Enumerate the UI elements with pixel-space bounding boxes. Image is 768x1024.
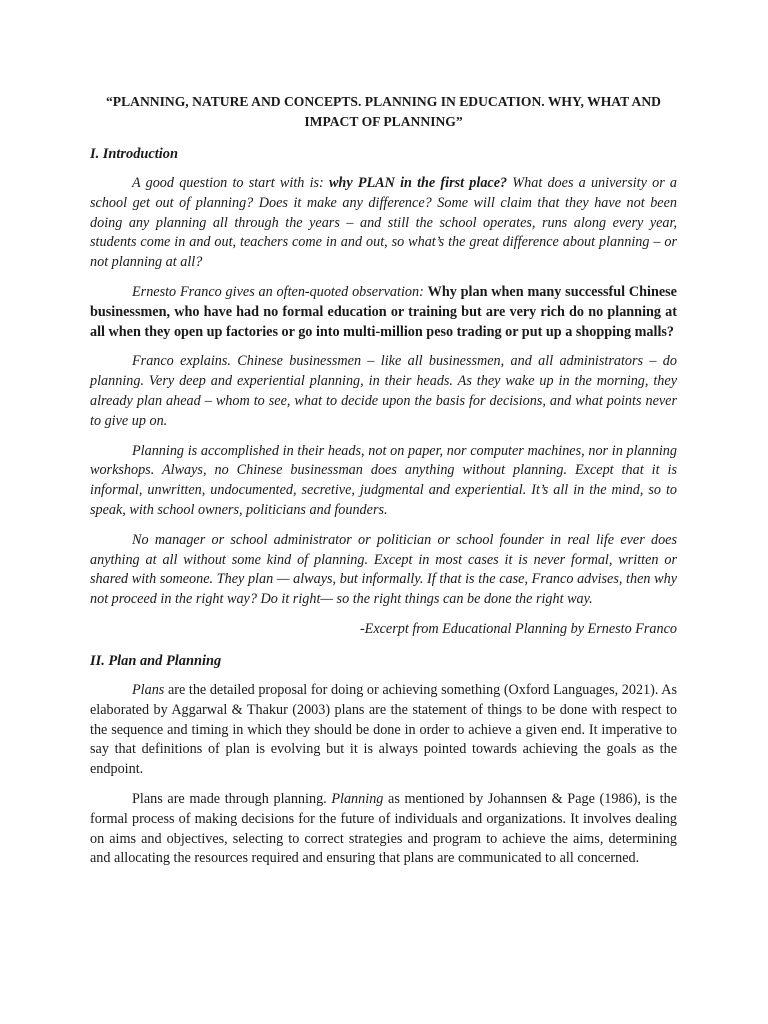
title-line-1: “PLANNING, NATURE AND CONCEPTS. PLANNING IN EDUCATION. WHY, WHAT AND [105, 94, 662, 109]
plan-p2-term: Planning [331, 790, 384, 807]
plan-p2-text-c: as mentioned by Johannsen & Page (1986), is the formal process of making decisions for the future of individuals and organizations. It involves dealing on aims and objectives, selecting to correct strategies and program to achieve the aims, determining and allocating the resources required and ensuring that plans are communicated to all concerned. [90, 790, 677, 867]
intro-paragraph-2 [90, 283, 677, 342]
plan-p2-text-a: Plans are made through planning. [132, 790, 332, 807]
intro-paragraph-4: Planning is accomplished in their heads, not on paper, nor computer machines, nor in planning workshops. Always, no Chinese businessman does anything without planning. Except that it is informal, unwritten, undocumented, secretive, judgmental and experiential. It’s all in the mind, so to speak, with school owners, politicians and founders. [90, 442, 677, 518]
intro-paragraph-5: No manager or school administrator or politician or school founder in real life ever does anything at all without some kind of planning. Except in most cases it is never formal, written or shared with someone. They plan — always, but informally. If that is the case, Franco advises, then why not proceed in the right way? Do it right— so the right things can be done the right way. [90, 531, 677, 608]
document-title [90, 92, 677, 132]
intro-p2-text-a: Ernesto Franco gives an often-quoted observation: [132, 283, 428, 300]
section-heading-introduction: I. Introduction [90, 146, 178, 162]
section-heading-plan-and-planning: II. Plan and Planning [90, 652, 222, 669]
title-line-2: IMPACT OF PLANNING” [304, 114, 463, 129]
plan-p1-term: Plans [132, 681, 165, 698]
intro-p1-text-c: What does a university or a school get out of planning? Does it make any difference? Some will claim that they have not been doing any planning all through the years – and still the school operates, runs along every year, students come in and out, teachers come in and out, so what’s the great difference about planning – or not planning at all? [90, 175, 678, 271]
document-body [90, 92, 677, 879]
plan-p1-text: are the detailed proposal for doing or achieving something (Oxford Languages, 2021). As elaborated by Aggarwal & Thakur (2003) plans are the statement of things to be done with respect to the sequence and timing in which they should be done in order to achieve a given end. It imperative to say that definitions of plan is evolving but it is always pointed towards achieving the goals as the endpoint. [90, 681, 677, 778]
intro-p1-text-a: A good question to start with is: [132, 175, 329, 191]
plan-paragraph-2 [90, 790, 677, 869]
intro-p2-quote: Why plan when many successful Chinese businessmen, who have had no formal education or training but are very rich do no planning at all when they open up factories or go into multi-million peso trading or put up a shopping malls? [90, 283, 677, 340]
intro-paragraph-3: Franco explains. Chinese businessmen – like all businessmen, and all administrators – do planning. Very deep and experiential planning, in their heads. As they wake up in the morning, they already plan ahead – whom to see, what to decide upon the basis for decisions, and what points never to give up on. [90, 353, 677, 429]
intro-p1-emphasis: why PLAN in the first place? [328, 175, 508, 191]
excerpt-citation: -Excerpt from Educational Planning by Ernesto Franco [359, 620, 677, 637]
intro-paragraph-1 [90, 174, 677, 273]
plan-paragraph-1 [90, 681, 677, 780]
